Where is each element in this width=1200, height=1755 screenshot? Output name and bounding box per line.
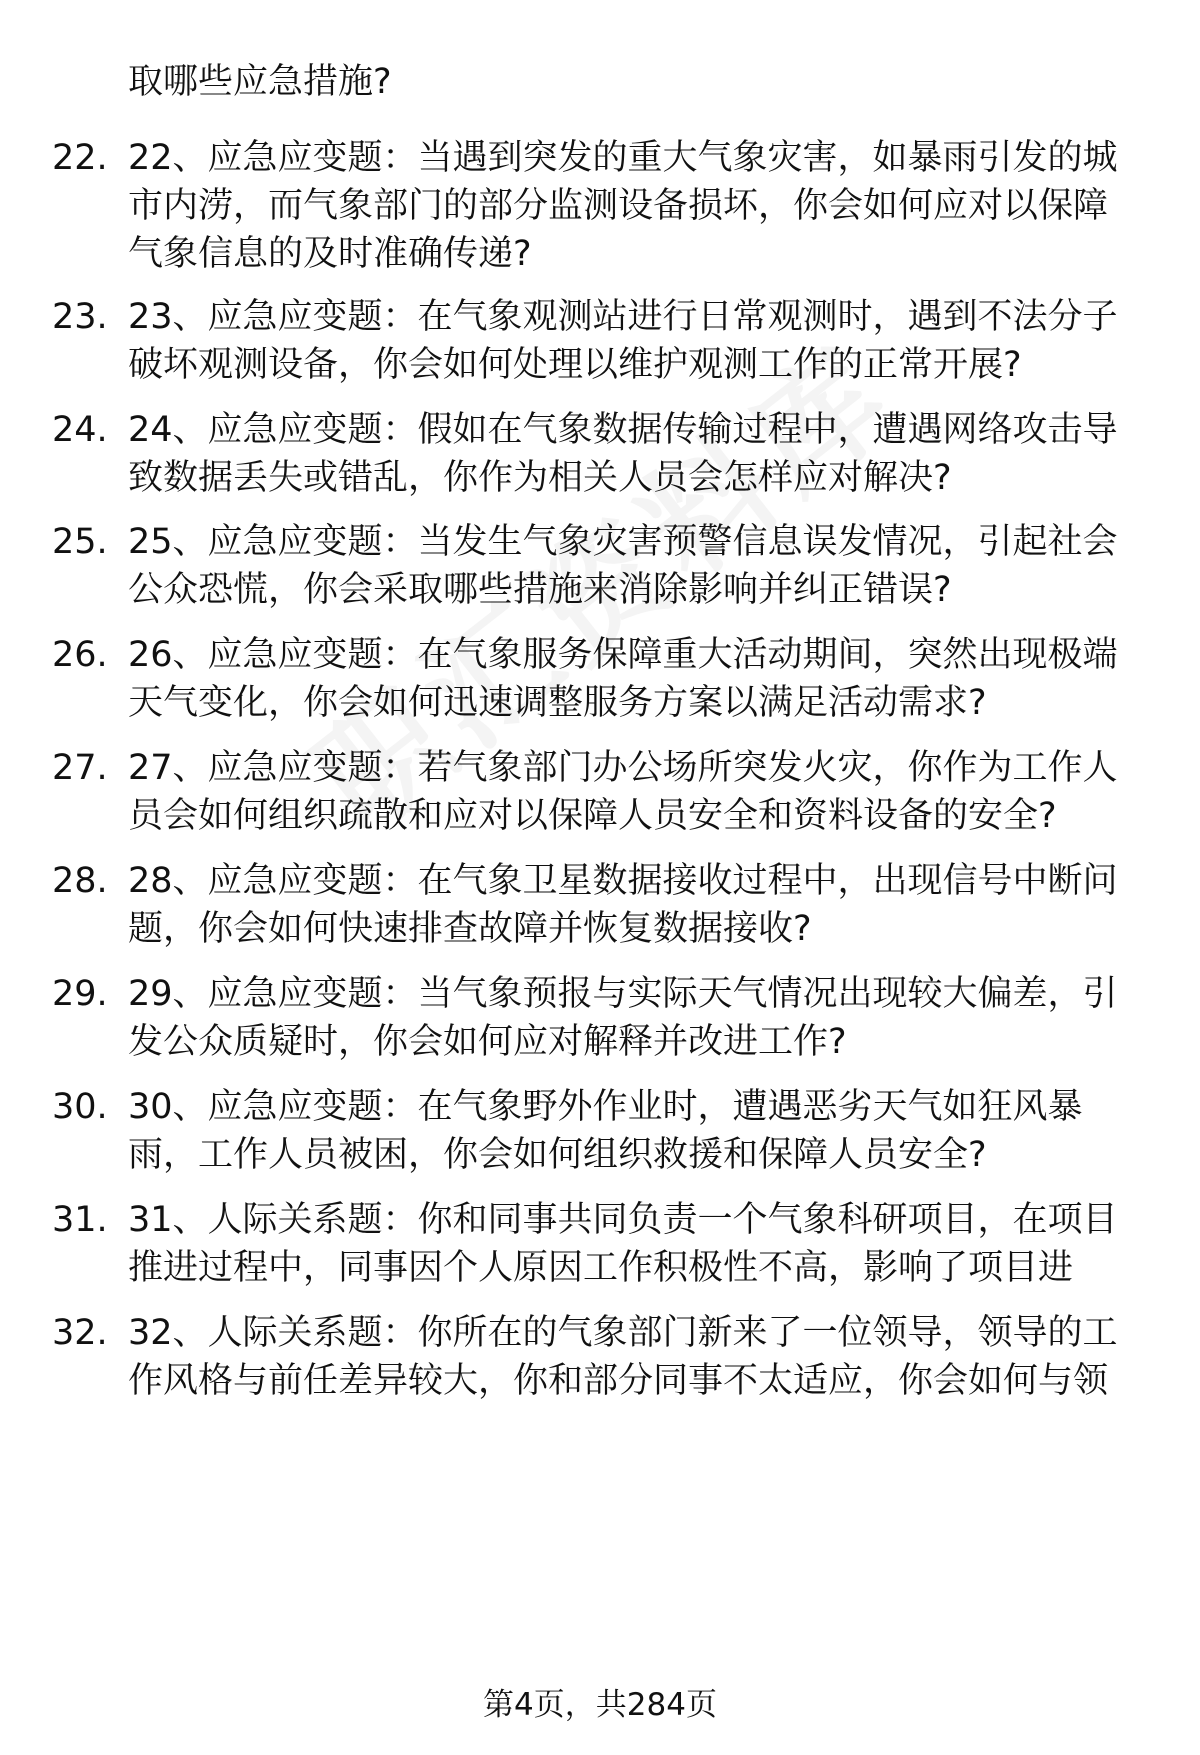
item-number: 29. — [52, 974, 108, 1014]
item-line: 公众恐慌，你会采取哪些措施来消除影响并纠正错误? — [128, 570, 952, 610]
item-line: 天气变化，你会如何迅速调整服务方案以满足活动需求? — [128, 683, 987, 723]
page-footer: 第4页，共284页 — [483, 1687, 717, 1723]
item-line: 32、人际关系题：你所在的气象部门新来了一位领导，领导的工 — [128, 1313, 1118, 1353]
item-line: 24、应急应变题：假如在气象数据传输过程中，遭遇网络攻击导 — [128, 410, 1118, 450]
item-text — [128, 631, 1148, 727]
item-number: 23. — [52, 297, 108, 337]
item-number: 28. — [52, 861, 108, 901]
item-text — [128, 857, 1148, 953]
item-line: 气象信息的及时准确传递? — [128, 234, 532, 274]
item-line: 30、应急应变题：在气象野外作业时，遭遇恶劣天气如狂风暴 — [128, 1087, 1083, 1127]
item-number: 24. — [52, 410, 108, 450]
item-line: 题，你会如何快速排查故障并恢复数据接收? — [128, 909, 812, 949]
item-number: 30. — [52, 1087, 108, 1127]
item-line: 致数据丢失或错乱，你作为相关人员会怎样应对解决? — [128, 458, 952, 498]
item-text — [128, 1309, 1148, 1405]
item-line: 破坏观测设备，你会如何处理以维护观测工作的正常开展? — [128, 345, 1022, 385]
item-line: 员会如何组织疏散和应对以保障人员安全和资料设备的安全? — [128, 796, 1057, 836]
item-number: 22. — [52, 138, 108, 178]
item-line: 29、应急应变题：当气象预报与实际天气情况出现较大偏差，引 — [128, 974, 1118, 1014]
item-number: 27. — [52, 748, 108, 788]
item-text — [128, 406, 1148, 502]
item-line: 作风格与前任差异较大，你和部分同事不太适应，你会如何与领 — [128, 1361, 1109, 1401]
item-number: 32. — [52, 1313, 108, 1353]
item-number: 25. — [52, 522, 108, 562]
item-text — [128, 970, 1148, 1066]
item-text — [128, 744, 1148, 840]
item-line: 31、人际关系题：你和同事共同负责一个气象科研项目，在项目 — [128, 1200, 1118, 1240]
item-line: 推进过程中，同事因个人原因工作积极性不高，影响了项目进 — [128, 1248, 1074, 1288]
item-line: 发公众质疑时，你会如何应对解释并改进工作? — [128, 1022, 847, 1062]
item-text — [128, 134, 1148, 278]
item-line: 25、应急应变题：当发生气象灾害预警信息误发情况，引起社会 — [128, 522, 1118, 562]
item-line: 雨，工作人员被困，你会如何组织救援和保障人员安全? — [128, 1135, 987, 1175]
item-text — [128, 1196, 1148, 1292]
item-line: 26、应急应变题：在气象服务保障重大活动期间，突然出现极端 — [128, 635, 1118, 675]
item-line: 22、应急应变题：当遇到突发的重大气象灾害，如暴雨引发的城 — [128, 138, 1118, 178]
item-text — [128, 1083, 1148, 1179]
item-text — [128, 293, 1148, 389]
item-line: 28、应急应变题：在气象卫星数据接收过程中，出现信号中断问 — [128, 861, 1118, 901]
item-number: 26. — [52, 635, 108, 675]
item-line: 市内涝，而气象部门的部分监测设备损坏，你会如何应对以保障 — [128, 186, 1109, 226]
item-line: 23、应急应变题：在气象观测站进行日常观测时，遇到不法分子 — [128, 297, 1118, 337]
continuation-line: 取哪些应急措施? — [128, 62, 392, 102]
item-line: 27、应急应变题：若气象部门办公场所突发火灾，你作为工作人 — [128, 748, 1118, 788]
item-text — [128, 518, 1148, 614]
item-number: 31. — [52, 1200, 108, 1240]
